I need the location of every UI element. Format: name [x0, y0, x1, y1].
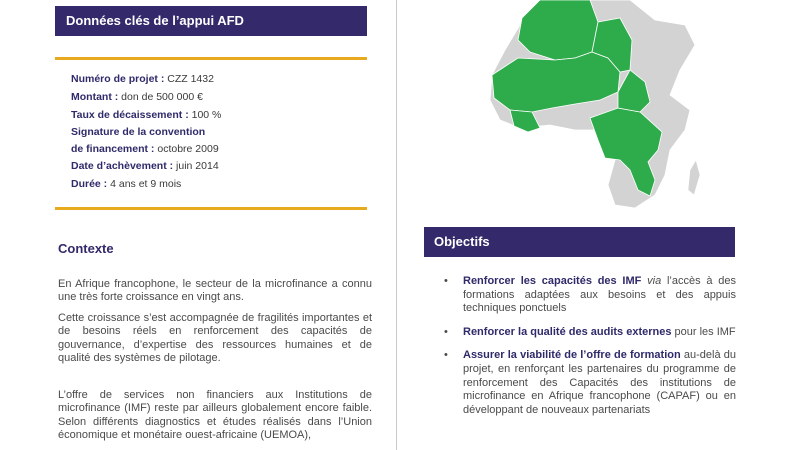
objectif-item-2: • Renforcer la qualité des audits externes pour les IMF: [444, 325, 736, 338]
contexte-paragraph-2: Cette croissance s’est accompagnée de fragilités importantes et de besoins réels en renforcement des capacités de gouvernance, d’expertise des ressources humaines et de qualité des systèmes de pilotage.: [58, 312, 372, 365]
bullet-icon: •: [444, 275, 448, 287]
kv-signature: Signature de la convention de financement : octobre 2009: [71, 126, 219, 155]
bullet-icon: •: [444, 325, 448, 338]
objectifs-title: Objectifs: [424, 227, 735, 257]
gold-rule-top: [55, 57, 367, 60]
objectifs-list: [444, 275, 736, 427]
kv-duration: Durée : 4 ans et 9 mois: [71, 178, 182, 191]
gold-rule-bottom: [55, 207, 367, 210]
africa-map: [480, 0, 702, 210]
afd-key-data: [71, 71, 361, 194]
contexte-title: Contexte: [58, 241, 114, 256]
contexte-paragraph-1: En Afrique francophone, le secteur de la microfinance a connu une très forte croissance en vingt ans.: [58, 278, 372, 304]
column-divider: [396, 0, 397, 450]
kv-disbursement: Taux de décaissement : 100 %: [71, 108, 222, 121]
afd-box-title: Données clés de l’appui AFD: [55, 6, 367, 36]
map-region-madagascar: [688, 160, 700, 195]
kv-amount: Montant : don de 500 000 €: [71, 90, 203, 103]
kv-project-number: Numéro de projet : CZZ 1432: [71, 73, 214, 85]
kv-completion: Date d’achèvement : juin 2014: [71, 160, 219, 173]
bullet-icon: •: [444, 349, 448, 362]
objectif-item-3: • Assurer la viabilité de l’offre de formation au-delà du projet, en renforçant les partenaires du programme de renforcement des Capacités des institutions de microfinance en Afrique francophone (CAPAF) ou en développant de nouveaux partenariats: [444, 349, 736, 416]
map-region-north: [518, 0, 598, 60]
objectif-item-1: • Renforcer les capacités des IMF via l’accès à des formations adaptées aux besoins et des appuis techniques ponctuels: [444, 275, 737, 315]
contexte-paragraph-3: L’offre de services non financiers aux Institutions de microfinance (IMF) reste par ailleurs globalement encore faible. Selon différents diagnostics et études réalisés dans l’Union économique et monétaire ouest-africaine (UEMOA),: [58, 389, 372, 442]
